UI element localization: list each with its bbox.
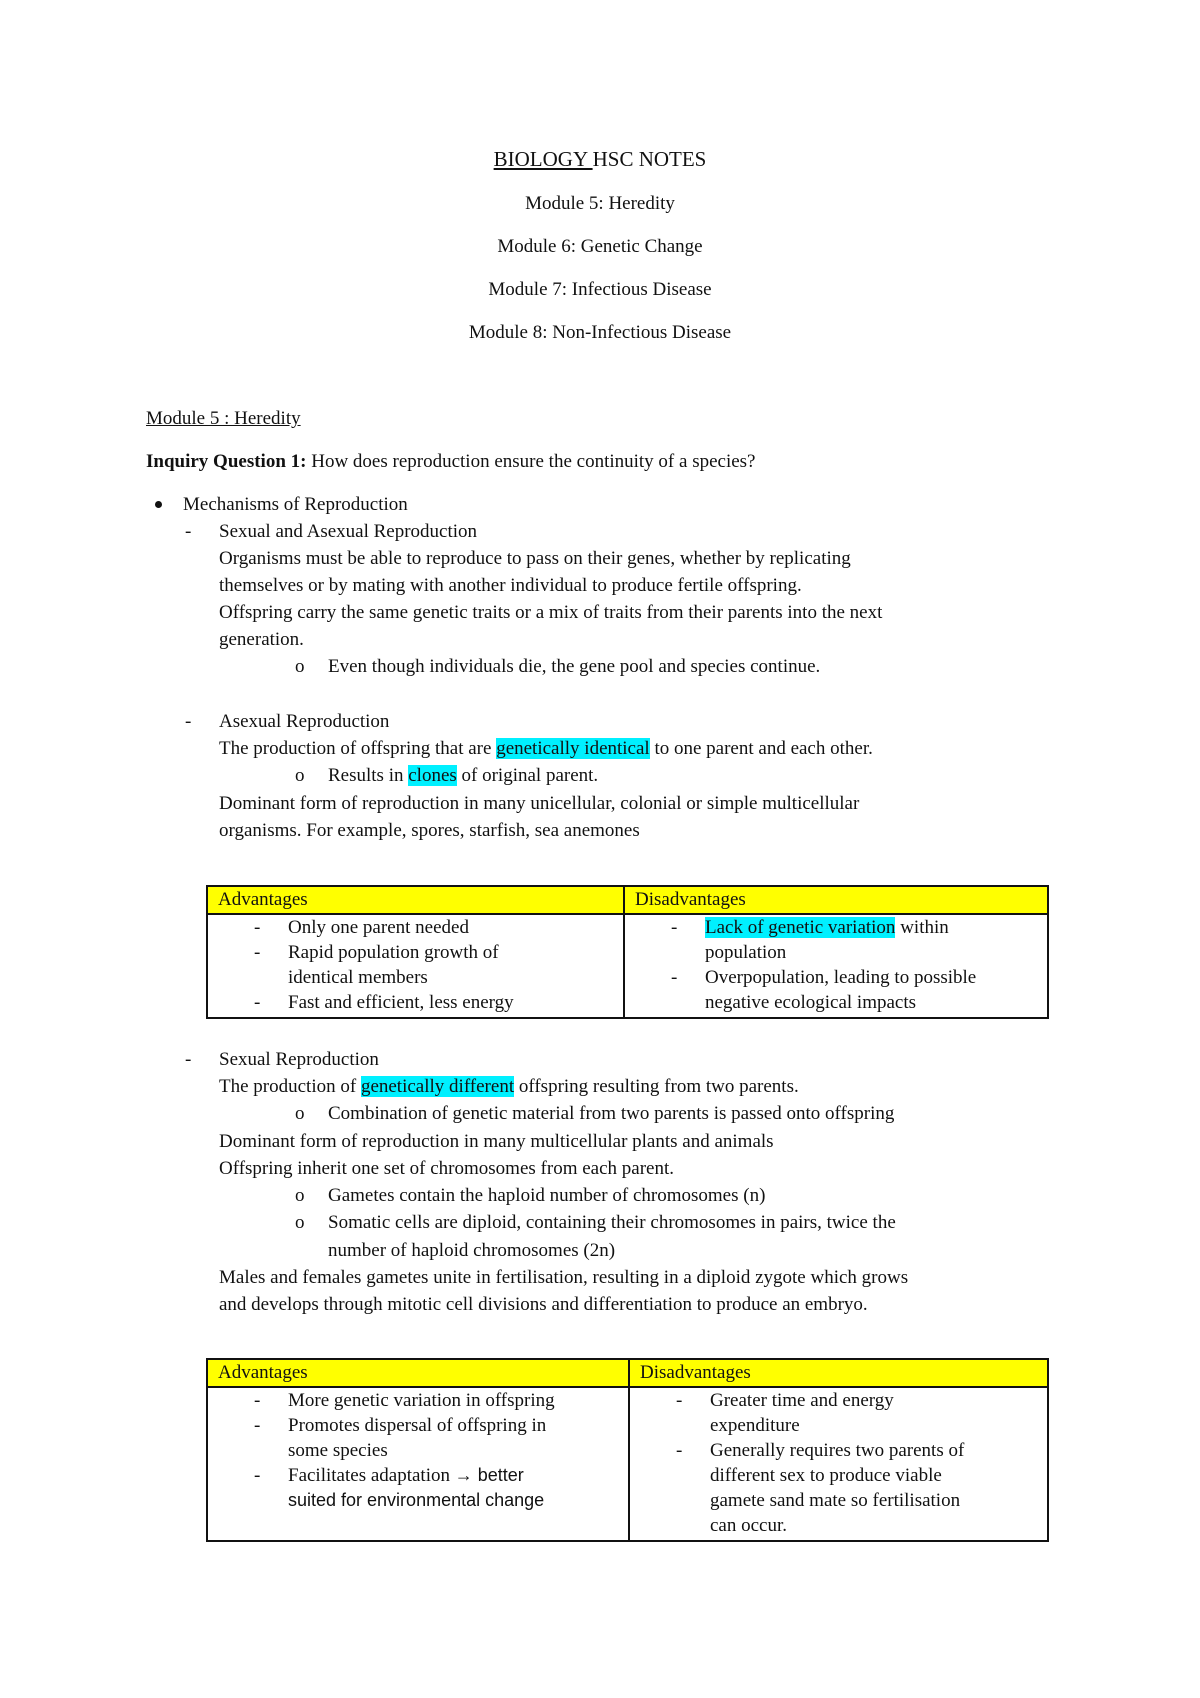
subheading-sexual-asexual: Sexual and Asexual Reproduction (219, 521, 478, 542)
sub-bullet-text: Results in clones of original parent. (328, 765, 599, 786)
paragraph-line: and develops through mitotic cell divisions and differentiation to produce an embryo. (219, 1294, 868, 1315)
paragraph-line: The production of offspring that are genetically identical to one parent and each other. (219, 738, 873, 759)
disadvantages-cell (624, 914, 1048, 1018)
sub-bullet-text: Gametes contain the haploid number of chromosomes (n) (328, 1185, 766, 1206)
module-line-2: Module 6: Genetic Change (497, 236, 703, 257)
paragraph-line: themselves or by mating with another individual to produce fertile offspring. (219, 575, 802, 596)
paragraph-line: Organisms must be able to reproduce to pass on their genes, whether by replicating (219, 548, 851, 569)
highlight: Lack of genetic variation (705, 917, 896, 938)
paragraph-line: Males and females gametes unite in fertilisation, resulting in a diploid zygote which grows (219, 1267, 909, 1288)
section-heading: Module 5 : Heredity (146, 408, 301, 429)
table-header-advantages: Advantages (207, 886, 624, 914)
sexual-comparison-table (206, 1358, 1049, 1542)
document-title: BIOLOGY HSC NOTES (493, 147, 707, 171)
list-item: - Rapid population growth of identical members (254, 942, 499, 988)
paragraph-line: The production of genetically different offspring resulting from two parents. (219, 1076, 799, 1097)
disadvantages-cell (629, 1387, 1048, 1541)
list-item: - Greater time and energy expenditure (676, 1390, 894, 1436)
subheading-sexual: Sexual Reproduction (219, 1049, 379, 1070)
sub-bullet-marker: o (295, 1212, 305, 1233)
list-item: - Fast and efficient, less energy (254, 992, 514, 1013)
table-header-advantages: Advantages (207, 1359, 629, 1387)
advantages-cell (207, 914, 624, 1018)
highlight: genetically identical (496, 738, 650, 759)
bullet-icon (155, 501, 162, 508)
sub-bullet-marker: o (295, 1185, 305, 1206)
paragraph-line: Dominant form of reproduction in many multicellular plants and animals (219, 1131, 774, 1152)
inquiry-question: Inquiry Question 1: How does reproduction ensure the continuity of a species? (146, 451, 756, 472)
module-line-3: Module 7: Infectious Disease (488, 279, 712, 300)
sub-bullet-text: Even though individuals die, the gene pool and species continue. (328, 656, 821, 677)
dash-marker: - (185, 711, 192, 732)
list-item: - Overpopulation, leading to possible negative ecological impacts (671, 967, 977, 1013)
sub-bullet-marker: o (295, 656, 305, 677)
sub-bullet-text: Somatic cells are diploid, containing their chromosomes in pairs, twice the (328, 1212, 896, 1233)
list-item: - Only one parent needed (254, 917, 469, 938)
paragraph-line: Offspring inherit one set of chromosomes from each parent. (219, 1158, 674, 1179)
arrow-right-icon: → (454, 1465, 473, 1485)
asexual-comparison-table (206, 885, 1049, 1019)
list-item: - Promotes dispersal of offspring in some species (254, 1415, 547, 1461)
sub-bullet-marker: o (295, 1103, 305, 1124)
paragraph-line: Offspring carry the same genetic traits or a mix of traits from their parents into the next (219, 602, 883, 623)
list-item: - Facilitates adaptation → better suited for environmental change (254, 1465, 545, 1510)
list-item: - Generally requires two parents of different sex to produce viable gamete sand mate so fertilisation can occur. (676, 1440, 965, 1536)
sub-bullet-marker: o (295, 765, 305, 786)
advantages-cell (207, 1387, 629, 1541)
subheading-asexual: Asexual Reproduction (219, 711, 390, 732)
dash-marker: - (185, 521, 192, 542)
paragraph-line: generation. (219, 629, 304, 650)
table-header-disadvantages: Disadvantages (624, 886, 1048, 914)
module-line-4: Module 8: Non-Infectious Disease (468, 322, 732, 343)
dash-marker: - (185, 1049, 192, 1070)
paragraph-line: organisms. For example, spores, starfish, sea anemones (219, 820, 640, 841)
list-item: - More genetic variation in offspring (254, 1390, 555, 1411)
module-line-1: Module 5: Heredity (525, 193, 675, 214)
highlight: clones (408, 765, 457, 786)
table-header-disadvantages: Disadvantages (629, 1359, 1048, 1387)
sub-bullet-text: number of haploid chromosomes (2n) (328, 1240, 616, 1261)
list-item: - Lack of genetic variation within population (671, 917, 949, 963)
paragraph-line: Dominant form of reproduction in many unicellular, colonial or simple multicellular (219, 793, 860, 814)
highlight: genetically different (360, 1076, 515, 1097)
sub-bullet-text: Combination of genetic material from two parents is passed onto offspring (328, 1103, 895, 1124)
bullet-heading: Mechanisms of Reproduction (183, 494, 408, 515)
